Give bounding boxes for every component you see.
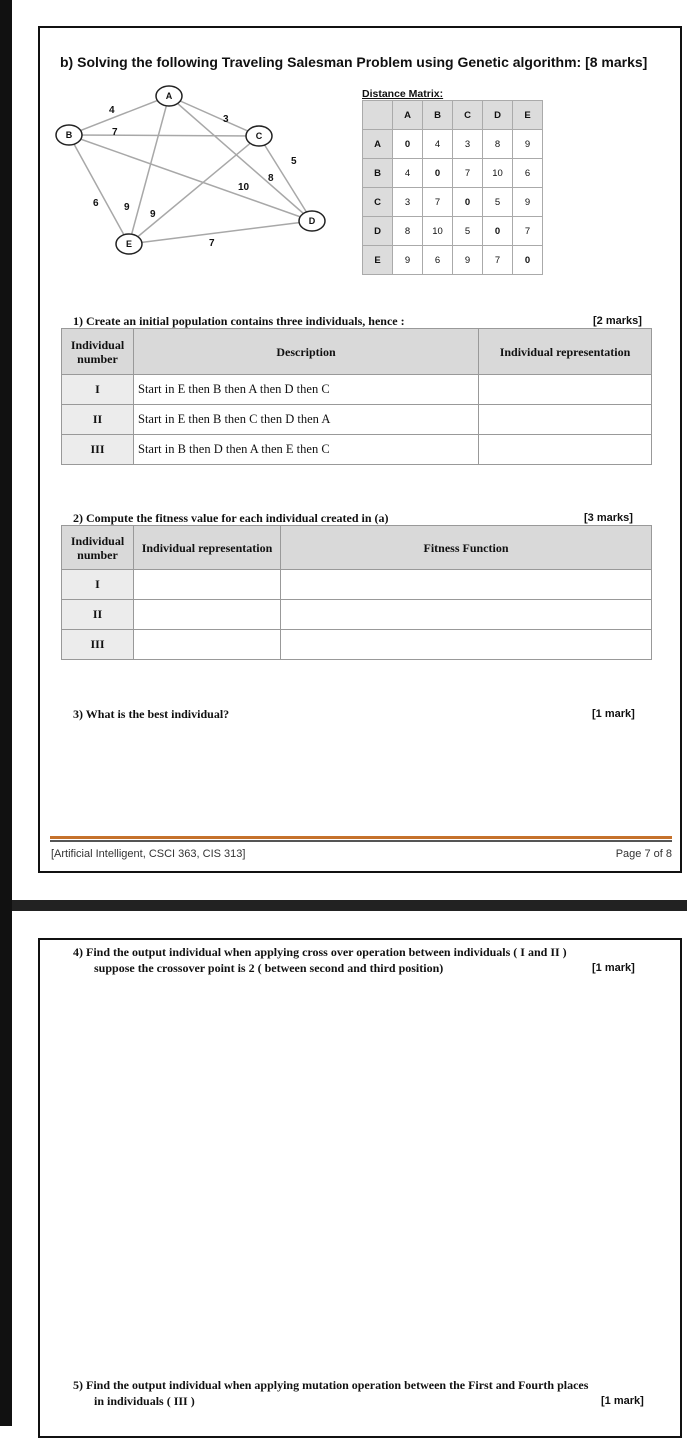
- question-3-marks: [1 mark]: [592, 708, 635, 720]
- matrix-col-header: C: [453, 101, 483, 130]
- population-table: [61, 328, 652, 465]
- matrix-cell: 7: [483, 246, 513, 275]
- individual-description: Start in E then B then C then D then A: [134, 405, 479, 435]
- matrix-col-header: A: [393, 101, 423, 130]
- matrix-cell: 5: [453, 217, 483, 246]
- representation-answer-cell[interactable]: [479, 405, 652, 435]
- fitness-answer-cell[interactable]: [281, 570, 652, 600]
- matrix-cell: 9: [513, 188, 543, 217]
- edge-label-d-e: 7: [209, 238, 215, 249]
- node-c: [246, 126, 272, 146]
- page-separator: [12, 900, 687, 911]
- matrix-cell: 7: [423, 188, 453, 217]
- edge-label-b-e: 6: [93, 198, 99, 209]
- svg-text:C: C: [255, 131, 263, 141]
- header-individual-number: Individual number: [62, 526, 134, 570]
- matrix-cell: 10: [483, 159, 513, 188]
- matrix-cell: 8: [483, 130, 513, 159]
- question-2-marks: [3 marks]: [584, 512, 633, 524]
- representation-answer-cell[interactable]: [479, 435, 652, 465]
- matrix-cell: 4: [393, 159, 423, 188]
- individual-number: II: [62, 600, 134, 630]
- individual-number: I: [62, 375, 134, 405]
- individual-description: Start in E then B then A then D then C: [134, 375, 479, 405]
- edge-c-d: [259, 136, 312, 221]
- matrix-col-header: B: [423, 101, 453, 130]
- matrix-row-header: C: [363, 188, 393, 217]
- question-4-marks: [1 mark]: [592, 962, 635, 974]
- fitness-table: [61, 525, 652, 660]
- tsp-graph: [52, 84, 352, 284]
- individual-description: Start in B then D then A then E then C: [134, 435, 479, 465]
- question-5-line-1: 5) Find the output individual when applying mutation operation between the First and Fourth places: [73, 1378, 589, 1392]
- footer-page-number: Page 7 of 8: [615, 848, 672, 860]
- question-3-text: 3) What is the best individual?: [73, 707, 230, 721]
- fitness-answer-cell[interactable]: [281, 630, 652, 660]
- individual-number: I: [62, 570, 134, 600]
- matrix-cell: 0: [453, 188, 483, 217]
- edge-a-c: [169, 96, 259, 136]
- table-row: [62, 405, 652, 435]
- matrix-cell: 0: [513, 246, 543, 275]
- matrix-cell: 6: [423, 246, 453, 275]
- matrix-cell: 3: [453, 130, 483, 159]
- individual-number: III: [62, 435, 134, 465]
- representation-answer-cell[interactable]: [134, 570, 281, 600]
- matrix-row-header: E: [363, 246, 393, 275]
- matrix-cell: 0: [393, 130, 423, 159]
- matrix-cell: 3: [393, 188, 423, 217]
- table-row: [62, 375, 652, 405]
- svg-text:B: B: [65, 130, 73, 140]
- question-1-marks: [2 marks]: [593, 315, 642, 327]
- matrix-row-header: D: [363, 217, 393, 246]
- node-d: [299, 211, 325, 231]
- header-description: Description: [134, 329, 479, 375]
- fitness-answer-cell[interactable]: [281, 600, 652, 630]
- question-5-line-2: in individuals ( III ): [94, 1394, 195, 1408]
- matrix-col-header: E: [513, 101, 543, 130]
- distance-matrix-title: Distance Matrix:: [362, 88, 444, 100]
- left-black-bar: [0, 0, 12, 1426]
- edge-label-c-d: 5: [291, 156, 297, 167]
- matrix-row-header: A: [363, 130, 393, 159]
- edge-label-a-b: 4: [109, 105, 115, 116]
- page-7: [38, 26, 682, 873]
- edge-d-e: [129, 221, 312, 244]
- edge-label-b-c: 7: [112, 127, 118, 138]
- individual-number: III: [62, 630, 134, 660]
- question-4-line-2: suppose the crossover point is 2 ( between second and third position): [94, 961, 444, 975]
- matrix-cell: 5: [483, 188, 513, 217]
- matrix-cell: 9: [513, 130, 543, 159]
- matrix-cell: 10: [423, 217, 453, 246]
- matrix-cell: 0: [483, 217, 513, 246]
- footer-course: [Artificial Intelligent, CSCI 363, CIS 313]: [51, 848, 246, 860]
- table-row: [62, 570, 652, 600]
- node-a: [156, 86, 182, 106]
- edge-label-a-e: 9: [124, 202, 130, 213]
- matrix-col-header: D: [483, 101, 513, 130]
- header-individual-representation: Individual representation: [134, 526, 281, 570]
- table-row: [62, 600, 652, 630]
- edge-label-c-e: 9: [150, 209, 156, 220]
- question-4-line-1: 4) Find the output individual when applying cross over operation between individuals ( I and II ): [73, 945, 567, 959]
- edge-b-e: [69, 135, 129, 244]
- table-row: [62, 630, 652, 660]
- edge-label-a-d: 8: [268, 173, 274, 184]
- individual-number: II: [62, 405, 134, 435]
- page-8: [38, 938, 682, 1438]
- matrix-cell: 7: [513, 217, 543, 246]
- header-fitness-function: Fitness Function: [281, 526, 652, 570]
- matrix-corner: [363, 101, 393, 130]
- representation-answer-cell[interactable]: [134, 630, 281, 660]
- question-2-text: 2) Compute the fitness value for each individual created in (a): [73, 511, 389, 525]
- footer-rule-orange: [50, 836, 672, 839]
- edge-label-a-c: 3: [223, 114, 229, 125]
- matrix-cell: 7: [453, 159, 483, 188]
- svg-text:A: A: [165, 91, 173, 101]
- section-title: b) Solving the following Traveling Salesman Problem using Genetic algorithm: [8 marks]: [60, 54, 648, 70]
- question-1-text: 1) Create an initial population contains three individuals, hence :: [73, 314, 405, 328]
- header-individual-representation: Individual representation: [479, 329, 652, 375]
- edge-b-c: [69, 135, 259, 136]
- edge-label-b-d: 10: [238, 182, 250, 193]
- representation-answer-cell[interactable]: [134, 600, 281, 630]
- matrix-cell: 9: [393, 246, 423, 275]
- node-b: [56, 125, 82, 145]
- matrix-row-header: B: [363, 159, 393, 188]
- matrix-cell: 0: [423, 159, 453, 188]
- edge-b-d: [69, 135, 312, 221]
- matrix-cell: 9: [453, 246, 483, 275]
- svg-text:D: D: [308, 216, 316, 226]
- matrix-cell: 4: [423, 130, 453, 159]
- matrix-cell: 6: [513, 159, 543, 188]
- distance-matrix: [362, 100, 543, 275]
- table-row: [62, 435, 652, 465]
- footer-rule-dark: [50, 840, 672, 842]
- edge-a-e: [129, 96, 169, 244]
- question-5-marks: [1 mark]: [601, 1395, 644, 1407]
- representation-answer-cell[interactable]: [479, 375, 652, 405]
- matrix-cell: 8: [393, 217, 423, 246]
- svg-text:E: E: [125, 239, 133, 249]
- node-e: [116, 234, 142, 254]
- edge-a-b: [69, 96, 169, 135]
- header-individual-number: Individual number: [62, 329, 134, 375]
